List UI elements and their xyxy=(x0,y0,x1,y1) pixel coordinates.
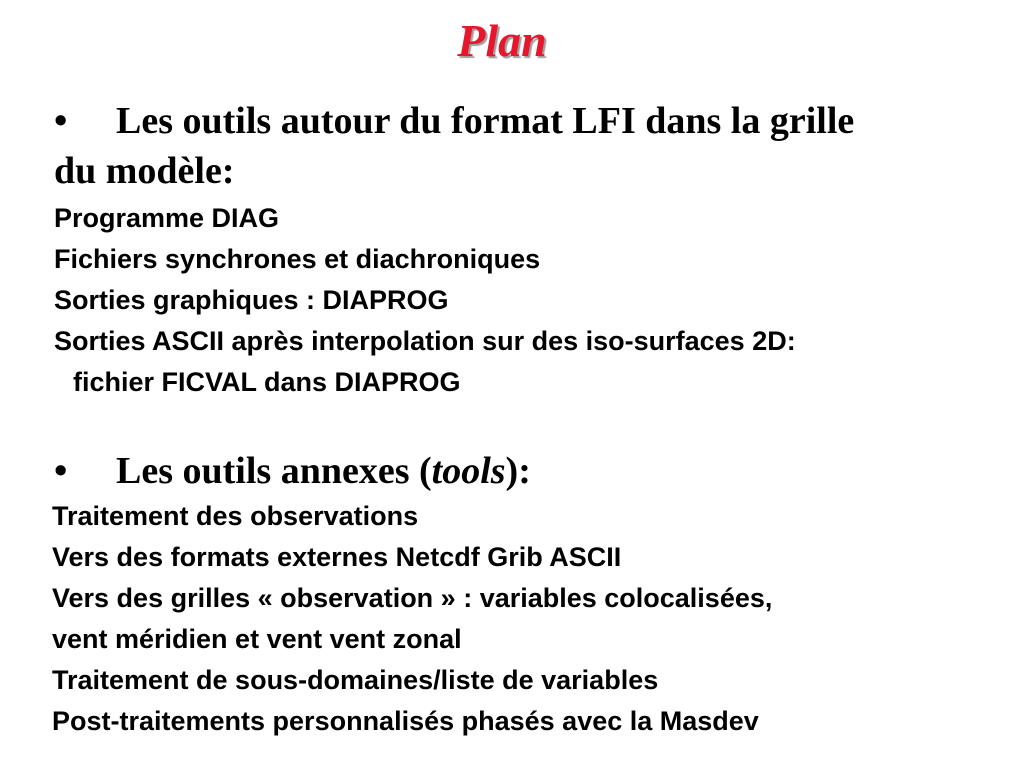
list-item: Vers des formats externes Netcdf Grib ASCII xyxy=(52,542,622,572)
list-item: Sorties graphiques : DIAPROG xyxy=(54,285,449,315)
list-item: vent méridien et vent vent zonal xyxy=(52,624,462,654)
list-item: Programme DIAG xyxy=(54,203,280,233)
list-item: Traitement de sous-domaines/liste de variables xyxy=(52,665,659,695)
bullet-icon: • xyxy=(54,450,68,492)
list-item: fichier FICVAL dans DIAPROG xyxy=(73,367,461,397)
section-heading xyxy=(0,96,1024,196)
heading-suffix: ): xyxy=(505,450,531,492)
list-item: Fichiers synchrones et diachroniques xyxy=(54,244,541,274)
bullet-icon: • xyxy=(54,100,68,142)
list-item: Post-traitements personnalisés phasés avec la Masdev xyxy=(52,706,759,736)
list-item: Traitement des observations xyxy=(52,501,419,531)
heading-line-2: du modèle: xyxy=(54,150,235,192)
heading-line-1: Les outils autour du format LFI dans la grille xyxy=(116,100,855,142)
section-lfi-tools xyxy=(0,96,1024,403)
section-heading xyxy=(0,446,1024,496)
heading-italic: tools xyxy=(431,450,506,492)
section-annex-tools xyxy=(0,446,1024,742)
list-item: Sorties ASCII après interpolation sur des iso-surfaces 2D: xyxy=(54,326,796,356)
heading-prefix: Les outils annexes ( xyxy=(116,450,432,492)
list-item: Vers des grilles « observation » : variables colocalisées, xyxy=(52,583,773,613)
slide-title: Plan xyxy=(457,15,547,66)
